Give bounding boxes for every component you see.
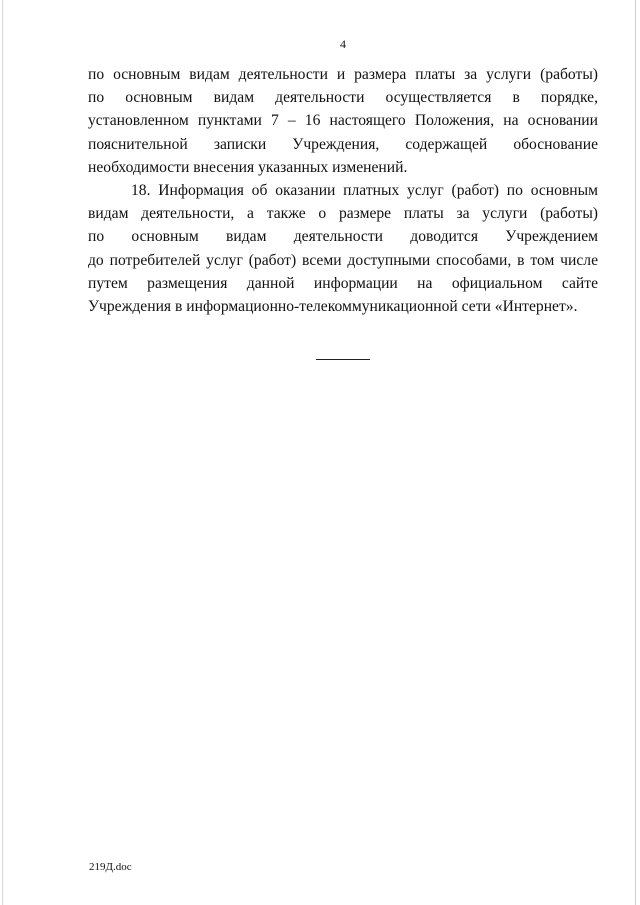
- paragraph-1-line-1: по основным видам деятельности и размера платы за услуги (работы): [88, 66, 598, 83]
- paragraph-1-line-4: пояснительной записки Учреждения, содержащей обоснование: [88, 135, 598, 153]
- paragraph-2-line-5: путем размещения данной информации на официальном сайте: [88, 274, 598, 292]
- paragraph-2-line-4: до потребителей услуг (работ) всеми доступными способами, в том числе: [88, 251, 598, 269]
- paragraph-2-line-3: по основным видам деятельности доводится Учреждением: [88, 228, 598, 246]
- paragraph-2-line-1: 18. Информация об оказании платных услуг (работ) по основным: [131, 182, 598, 200]
- paragraph-1-line-3: установленном пунктами 7 – 16 настоящего Положения, на основании: [88, 112, 598, 130]
- body-text: [88, 63, 598, 318]
- footer-filename: 219Д.doc: [89, 861, 132, 873]
- paragraph-1-line-2: по основным видам деятельности осуществляется в порядке,: [88, 89, 598, 107]
- scan-edge-right: [635, 0, 636, 905]
- page-number: 4: [340, 37, 346, 51]
- paragraph-2-line-6: Учреждения в информационно-телекоммуникационной сети «Интернет».: [88, 298, 578, 316]
- end-divider: [316, 359, 370, 360]
- paragraph-2-line-2: видам деятельности, а также о размере платы за услуги (работы): [88, 205, 598, 223]
- scan-edge-left: [2, 0, 3, 905]
- paragraph-1-line-5: необходимости внесения указанных изменений.: [88, 158, 408, 176]
